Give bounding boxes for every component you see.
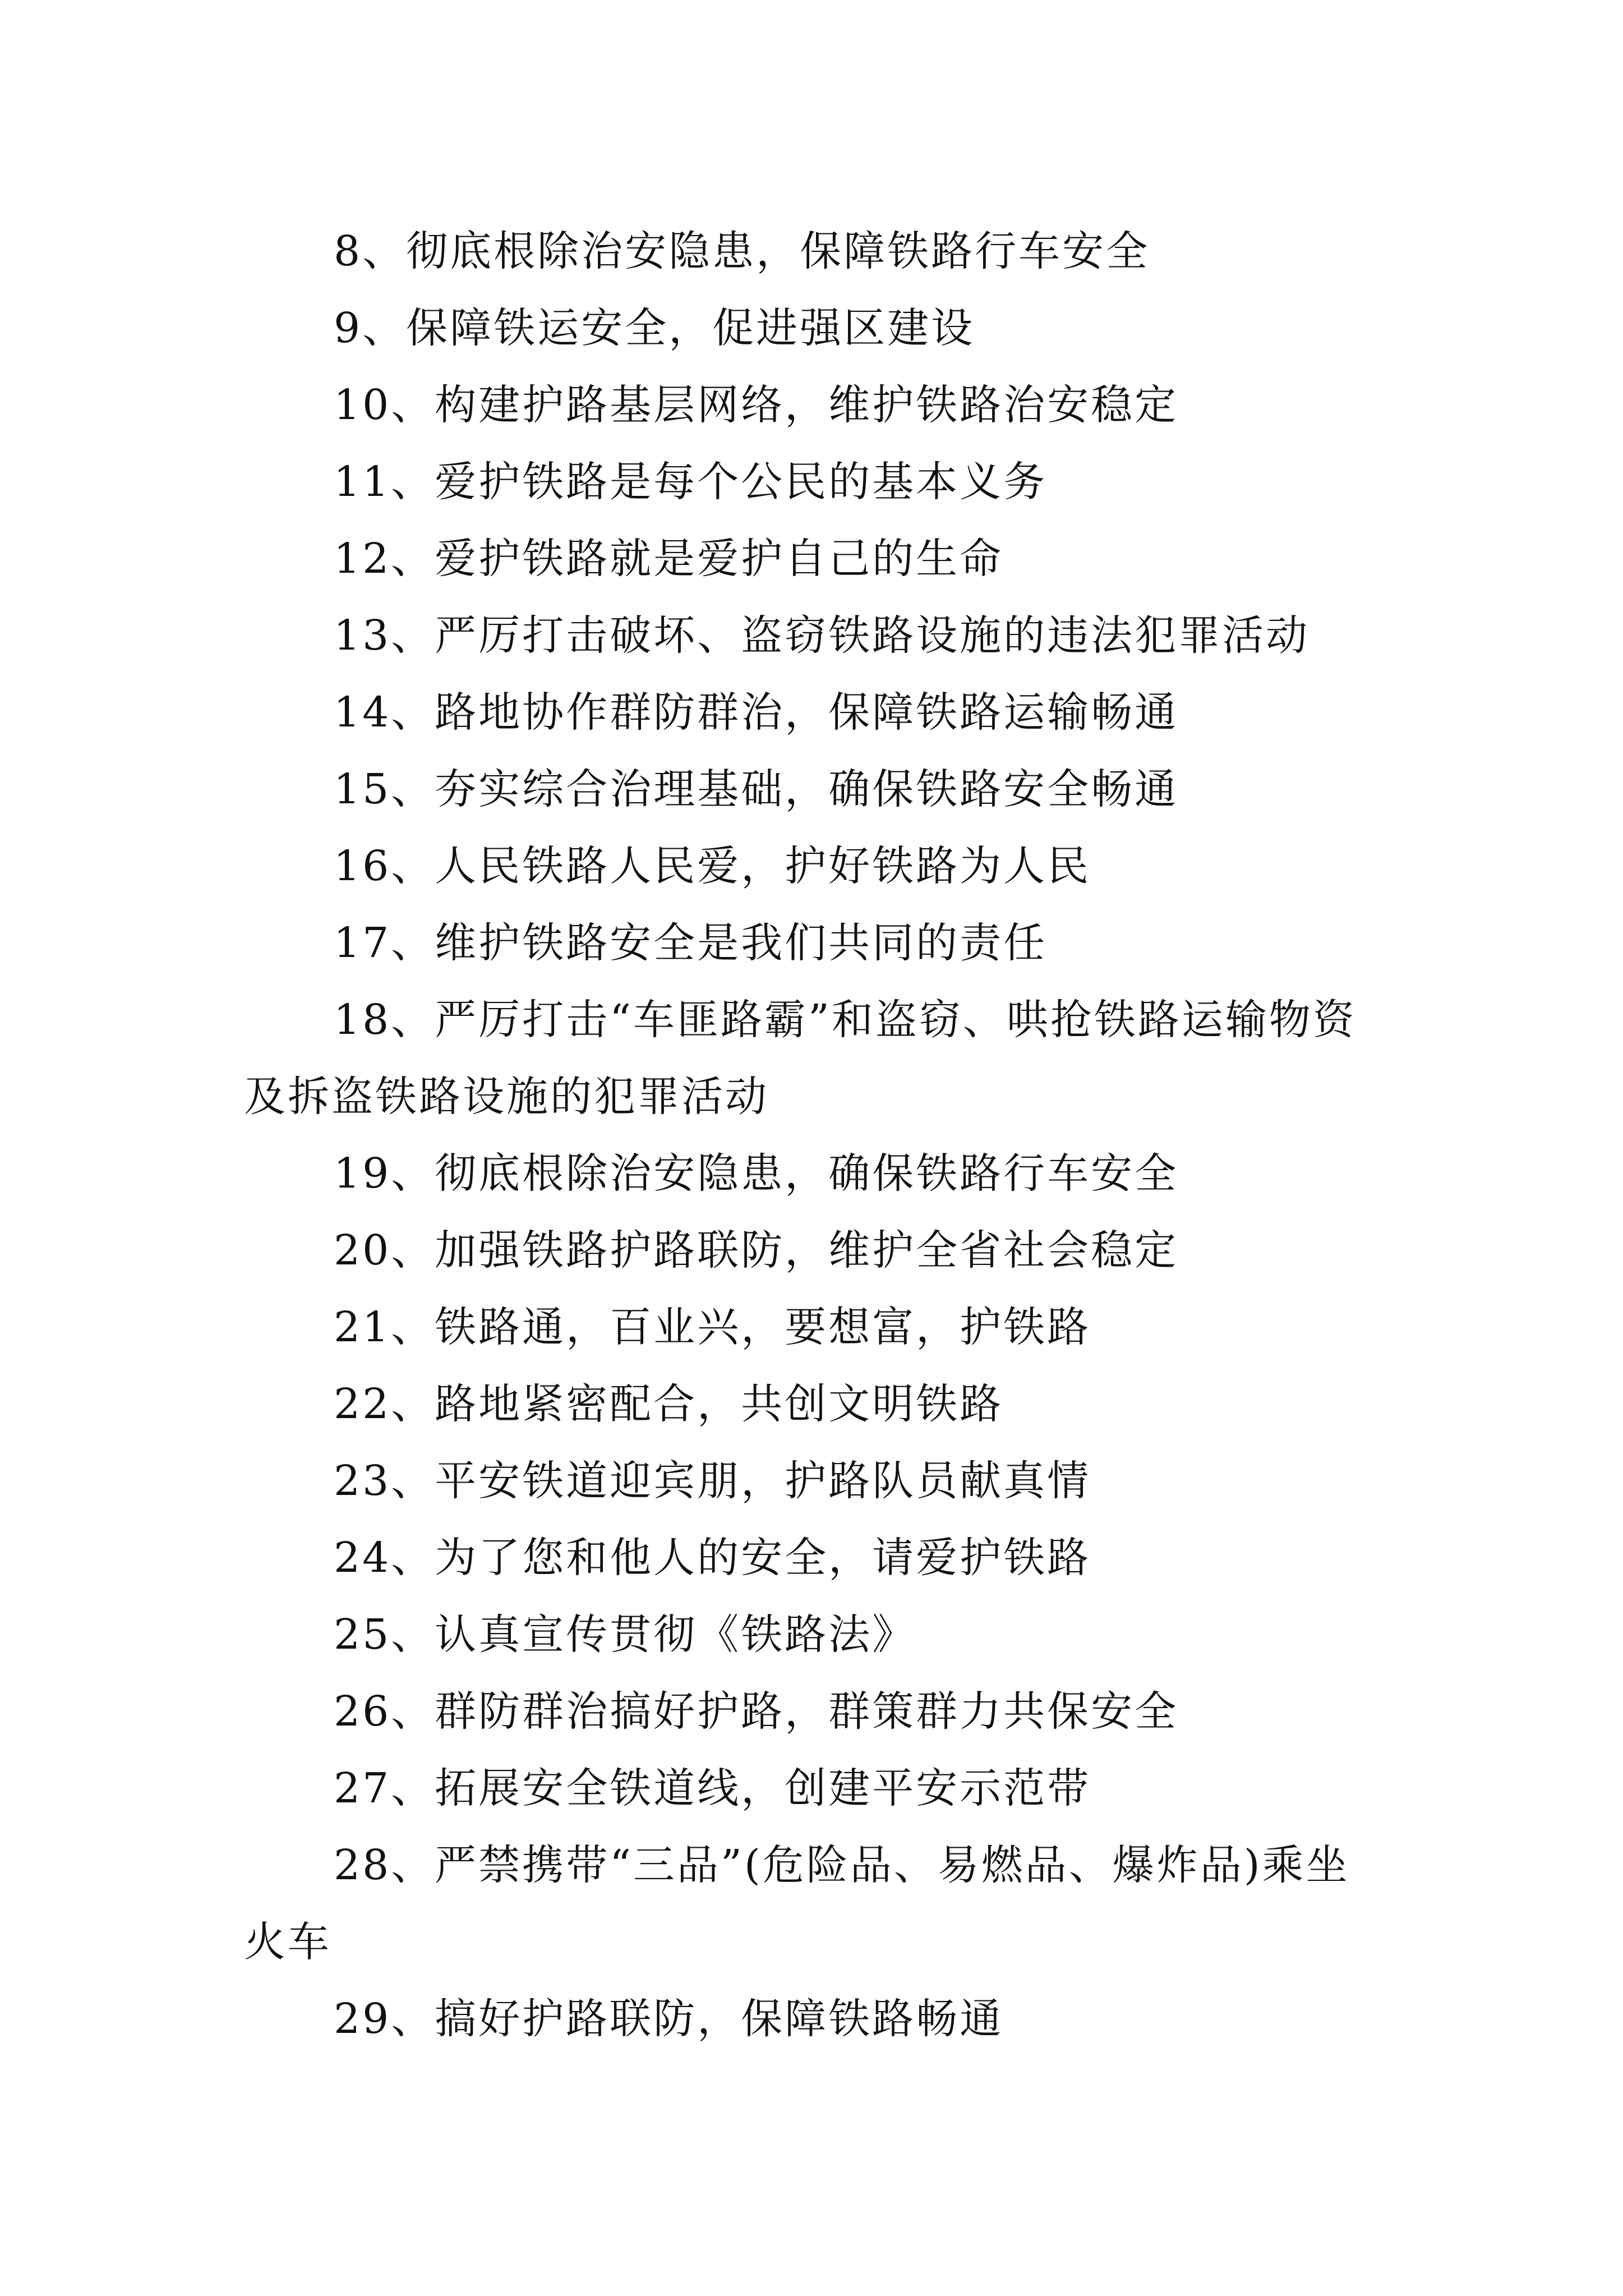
list-item: 23、平安铁道迎宾朋，护路队员献真情	[334, 1457, 1091, 1505]
slogan-list	[244, 213, 1371, 2058]
list-item: 11、爱护铁路是每个公民的基本义务	[334, 458, 1048, 506]
list-item: 20、加强铁路护路联防，维护全省社会稳定	[334, 1226, 1179, 1274]
list-item: 28、严禁携带“三品”(危险品、易燃品、爆炸品)乘坐火车	[244, 1841, 1350, 1966]
list-item: 24、为了您和他人的安全，请爱护铁路	[334, 1534, 1091, 1582]
list-item: 17、维护铁路安全是我们共同的责任	[334, 919, 1048, 967]
list-item: 15、夯实综合治理基础，确保铁路安全畅通	[334, 765, 1179, 813]
list-item: 22、路地紧密配合，共创文明铁路	[334, 1380, 1004, 1428]
list-item: 29、搞好护路联防，保障铁路畅通	[334, 1995, 1004, 2043]
list-item: 14、路地协作群防群治，保障铁路运输畅通	[334, 688, 1179, 737]
list-item: 10、构建护路基层网络，维护铁路治安稳定	[334, 381, 1179, 429]
list-item: 26、群防群治搞好护路，群策群力共保安全	[334, 1687, 1179, 1736]
list-item: 18、严厉打击“车匪路霸”和盗窃、哄抢铁路运输物资及拆盗铁路设施的犯罪活动	[244, 996, 1357, 1121]
list-item: 27、拓展安全铁道线，创建平安示范带	[334, 1764, 1091, 1812]
list-item: 12、爱护铁路就是爱护自己的生命	[334, 535, 1004, 583]
list-item: 21、铁路通，百业兴，要想富，护铁路	[334, 1303, 1091, 1351]
list-item: 16、人民铁路人民爱，护好铁路为人民	[334, 842, 1091, 890]
list-item: 8、彻底根除治安隐患，保障铁路行车安全	[334, 227, 1150, 275]
list-item: 25、认真宣传贯彻《铁路法》	[334, 1611, 916, 1659]
list-item: 19、彻底根除治安隐患，确保铁路行车安全	[334, 1149, 1179, 1198]
list-item: 9、保障铁运安全，促进强区建设	[334, 304, 975, 352]
list-item: 13、严厉打击破坏、盗窃铁路设施的违法犯罪活动	[334, 611, 1310, 660]
